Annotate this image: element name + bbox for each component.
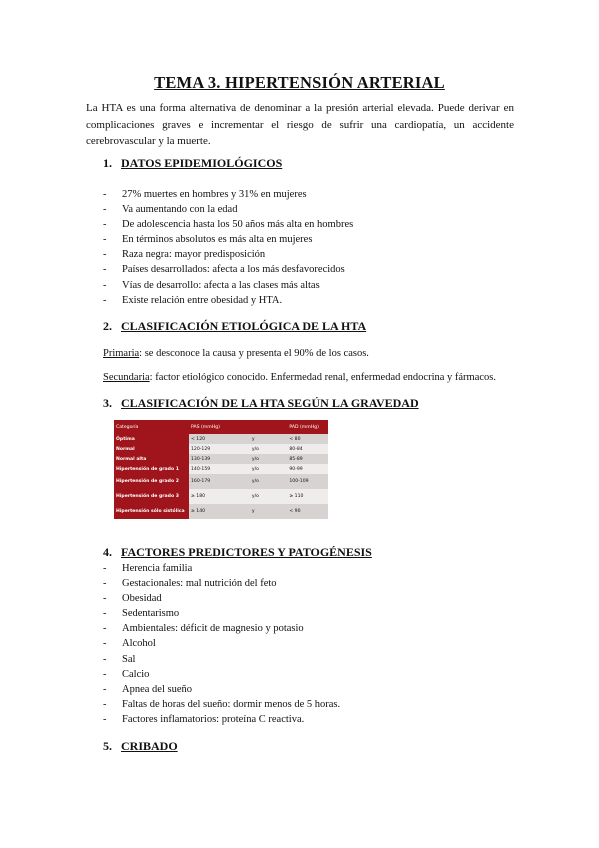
list-item: - De adolescencia hasta los 50 años más alta en hombres xyxy=(103,219,354,231)
list-item: - Sal xyxy=(103,653,136,665)
term-label: Secundaria xyxy=(103,372,150,383)
list-item: - Existe relación entre obesidad y HTA. xyxy=(103,294,283,306)
section-heading-2 xyxy=(103,319,366,334)
section-title: FACTORES PREDICTORES Y PATOGÉNESIS xyxy=(121,545,372,559)
list-item: - Ambientales: déficit de magnesio y potasio xyxy=(103,623,304,635)
list-item: - Obesidad xyxy=(103,593,162,605)
predictors-list xyxy=(103,561,340,727)
section-heading-4 xyxy=(103,545,372,560)
table-row: Normal alta 130-139 y/o 85-89 xyxy=(114,454,328,464)
section-number: 1. xyxy=(103,156,112,170)
table-header: PAS (mmHg) xyxy=(189,420,250,434)
table-header xyxy=(250,420,287,434)
epidemiology-list xyxy=(103,187,353,308)
list-item: - Faltas de horas del sueño: dormir menos de 5 horas. xyxy=(103,698,341,710)
paragraph-primaria: Primaria: se desconoce la causa y presenta el 90% de los casos. xyxy=(103,348,369,359)
section-title: CLASIFICACIÓN ETIOLÓGICA DE LA HTA xyxy=(121,319,367,333)
section-number: 4. xyxy=(103,545,112,559)
list-item: - Países desarrollados: afecta a los más desfavorecidos xyxy=(103,264,345,276)
section-number: 5. xyxy=(103,739,112,753)
table-header: Categoría xyxy=(114,420,189,434)
table-row: Hipertensión de grado 1 140-159 y/o 90-99 xyxy=(114,464,328,474)
table-header-row xyxy=(114,420,328,434)
section-title: CLASIFICACIÓN DE LA HTA SEGÚN LA GRAVEDAD xyxy=(121,396,419,410)
table-row: Hipertensión de grado 2 160-179 y/o 100-109 xyxy=(114,474,328,489)
section-title: CRIBADO xyxy=(121,739,178,753)
table-header: PAD (mmHg) xyxy=(287,420,328,434)
list-item: - Calcio xyxy=(103,668,150,680)
section-heading-3 xyxy=(103,396,419,411)
paragraph-secundaria: Secundaria: factor etiológico conocido. Enfermedad renal, enfermedad endocrina y fármacos. xyxy=(103,372,496,383)
section-number: 2. xyxy=(103,319,112,333)
list-item: - Alcohol xyxy=(103,638,156,650)
table-row: Hipertensión sólo sistólica ≥ 140 y < 90 xyxy=(114,504,328,519)
term-label: Primaria xyxy=(103,348,140,359)
table-row: Hipertensión de grado 3 ≥ 180 y/o ≥ 110 xyxy=(114,489,328,504)
list-item: - Vías de desarrollo: afecta a las clases más altas xyxy=(103,279,320,291)
intro-paragraph: La HTA es una forma alternativa de denominar a la presión arterial elevada. Puede derivar en complicaciones graves e incrementar el riesgo de sufrir una cardiopatía, un accidente cerebrovascular y la muerte. xyxy=(86,102,514,147)
section-heading-5 xyxy=(103,739,178,754)
page-title: TEMA 3. HIPERTENSIÓN ARTERIAL xyxy=(154,73,445,92)
list-item: - Herencia familia xyxy=(103,563,193,574)
list-item: - Factores inflamatorios: proteína C reactiva. xyxy=(103,713,305,725)
list-item: - 27% muertes en hombres y 31% en mujeres xyxy=(103,189,307,200)
list-item: - En términos absolutos es más alta en mujeres xyxy=(103,234,313,246)
hta-classification-table xyxy=(114,420,328,519)
list-item: - Sedentarismo xyxy=(103,608,180,620)
section-title: DATOS EPIDEMIOLÓGICOS xyxy=(121,156,283,170)
list-item: - Va aumentando con la edad xyxy=(103,204,238,216)
list-item: - Raza negra: mayor predisposición xyxy=(103,249,266,261)
section-number: 3. xyxy=(103,396,112,410)
table-row: Óptima < 120 y < 80 xyxy=(114,434,328,444)
list-item: - Gestacionales: mal nutrición del feto xyxy=(103,578,277,590)
list-item: - Apnea del sueño xyxy=(103,683,192,695)
section-heading-1 xyxy=(103,156,282,171)
table-row: Normal 120-129 y/o 80-84 xyxy=(114,444,328,454)
